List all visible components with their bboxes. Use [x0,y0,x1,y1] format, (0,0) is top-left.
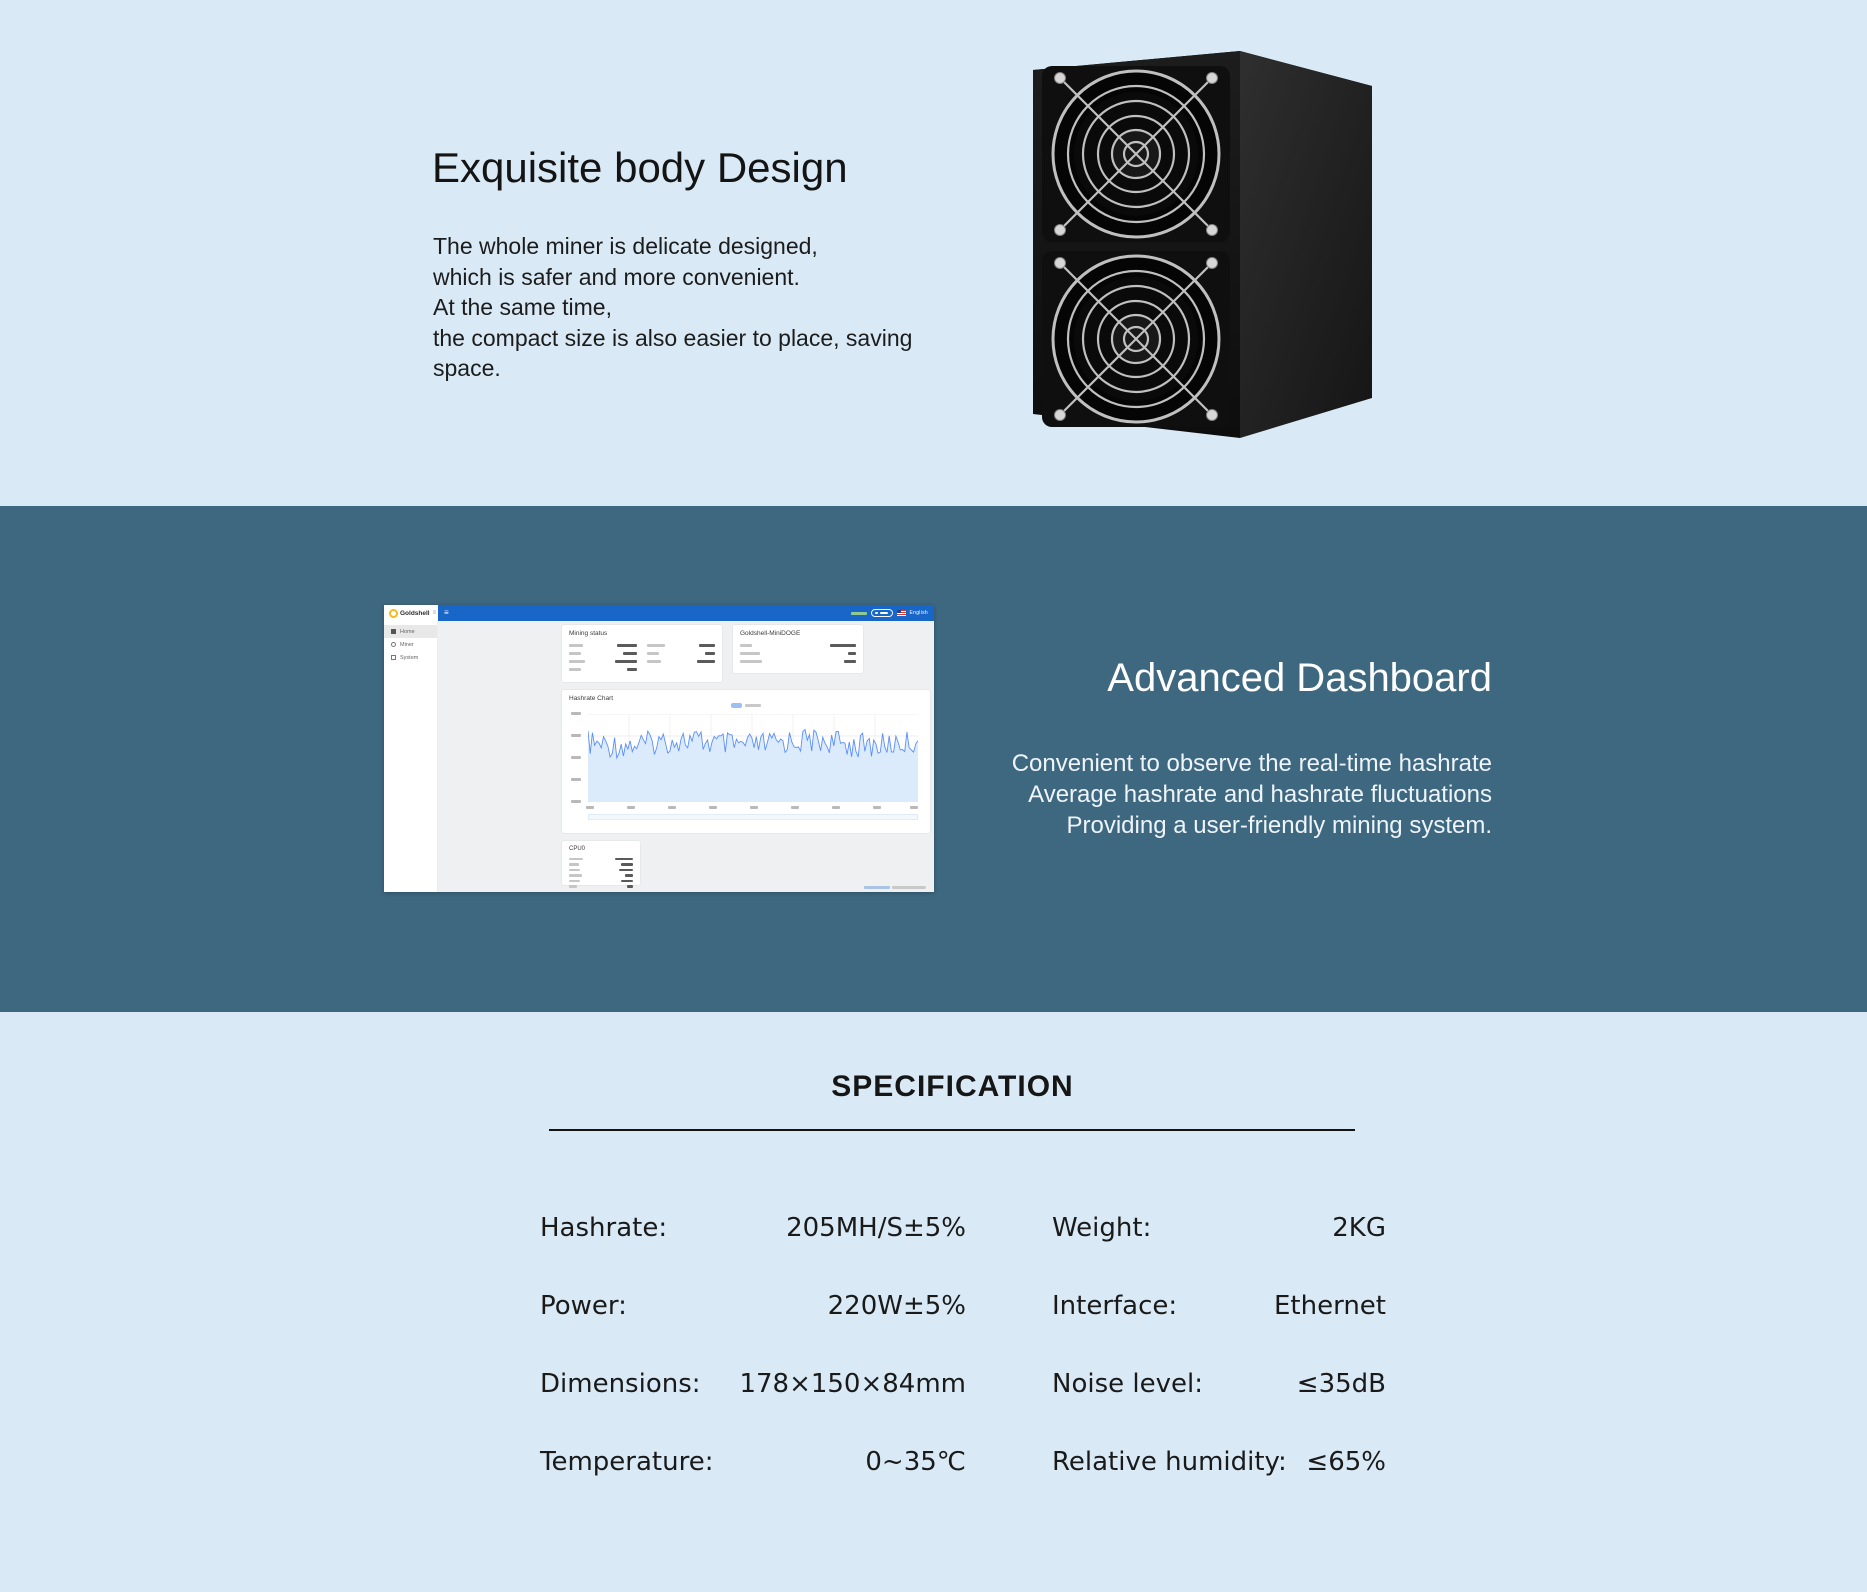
y-axis-tick [571,800,581,803]
dashboard-screenshot [384,605,934,892]
chart-brush-strip [588,814,918,820]
device-info-rows [740,641,856,665]
spec-value: Ethernet [1274,1291,1386,1321]
card-title: Mining status [569,630,608,637]
dashboard-topbar [438,605,934,621]
x-axis-tick [791,806,799,809]
x-axis-tick [750,806,758,809]
miner-icon [391,642,396,647]
spec-label: Weight: [1052,1213,1152,1243]
card-mining-status [562,625,722,682]
mining-status-rows [647,641,715,673]
fan-grille-top-icon [1042,66,1230,242]
miner-product-image [1018,46,1388,450]
design-line: The whole miner is delicate designed, [433,233,818,259]
spec-divider [549,1129,1355,1131]
dashboard-paragraph [1012,748,1492,841]
sidebar-item-label: System [400,654,419,661]
design-line: the compact size is also easier to place, saving [433,324,913,351]
cpu-rows [569,856,633,889]
dashboard-line: Average hashrate and hashrate fluctuations [1028,781,1492,808]
design-line: which is safer and more convenient. [433,263,800,290]
status-pill-button [871,609,893,617]
sidebar-item-system [384,651,437,664]
x-axis-tick [910,806,918,809]
x-axis-tick [832,806,840,809]
x-axis-tick [668,806,676,809]
miner-side-face [1240,51,1372,438]
fan-grille-bottom-icon [1042,251,1230,427]
goldshell-logo [384,605,438,621]
dashboard-line: Convenient to observe the real-time hashrate [1011,750,1492,777]
brand-text: Goldshell [400,609,430,617]
spec-label: Power: [540,1291,627,1321]
pill-text-placeholder [880,612,888,615]
spec-value: 178×150×84mm [739,1369,966,1399]
card-hashrate-chart [562,690,930,833]
spec-row [540,1212,1386,1245]
x-axis-tick [873,806,881,809]
sidebar-collapse-icon: ≡ [432,610,437,616]
spec-label: Interface: [1052,1291,1178,1321]
spec-label: Dimensions: [540,1369,701,1399]
design-paragraph [433,231,912,384]
card-title: Hashrate Chart [569,695,614,702]
legend-text-placeholder [745,704,761,707]
hashrate-plot [588,714,918,802]
y-axis-tick [571,756,581,759]
pill-dot-icon [875,612,878,615]
goldshell-logo-icon [389,609,398,618]
hamburger-icon: ≡ [444,608,449,617]
spec-value: 2KG [1332,1213,1386,1243]
spec-label: Noise level: [1052,1369,1203,1399]
dashboard-line: Providing a user-friendly mining system. [1066,812,1492,839]
status-text-placeholder [851,612,867,615]
topbar-right-cluster [851,609,929,617]
spec-label: Hashrate: [540,1213,668,1243]
spec-table [540,1212,1386,1524]
y-axis-tick [571,734,581,737]
sidebar-item-label: Miner [400,641,414,648]
y-axis-tick [571,712,581,715]
design-line: At the same time, [433,294,612,320]
home-icon [391,629,396,634]
system-icon [391,655,396,660]
language-label: English [909,610,928,616]
sidebar-item-miner [384,638,437,651]
x-axis-tick [627,806,635,809]
spec-value: ≤35dB [1296,1369,1386,1399]
spec-row [540,1446,1386,1479]
spec-label: Relative humidity: [1052,1447,1287,1477]
dashboard-section-heading: Advanced Dashboard [1107,656,1492,700]
chart-legend [731,703,761,708]
spec-heading: SPECIFICATION [831,1070,1074,1103]
x-axis-tick [709,806,717,809]
legend-series-icon [731,703,742,708]
y-axis-tick [571,778,581,781]
design-line: space. [433,355,501,381]
card-title: CPU0 [569,846,586,852]
card-title: Goldshell-MiniDOGE [740,630,801,637]
spec-value: 205MH/S±5% [786,1213,966,1243]
mining-status-rows [569,641,637,673]
hashrate-chart-svg [588,714,918,802]
spec-row [540,1290,1386,1323]
sidebar-item-label: Home [400,628,415,635]
sidebar-item-home [384,625,437,638]
card-cpu [562,841,640,885]
footer-link-placeholder [864,886,890,889]
spec-row [540,1368,1386,1401]
x-axis-tick [586,806,594,809]
language-flag-icon [897,610,906,616]
footer-text-placeholder [892,886,926,889]
dashboard-sidebar [384,621,438,892]
spec-value: ≤65% [1306,1447,1386,1477]
design-section-heading: Exquisite body Design [432,144,848,191]
spec-label: Temperature: [540,1447,714,1477]
dashboard-footer [864,886,926,889]
card-device-info [733,625,863,673]
spec-value: 0~35℃ [865,1447,966,1477]
dashboard-main-area [438,621,934,892]
spec-value: 220W±5% [827,1291,966,1321]
